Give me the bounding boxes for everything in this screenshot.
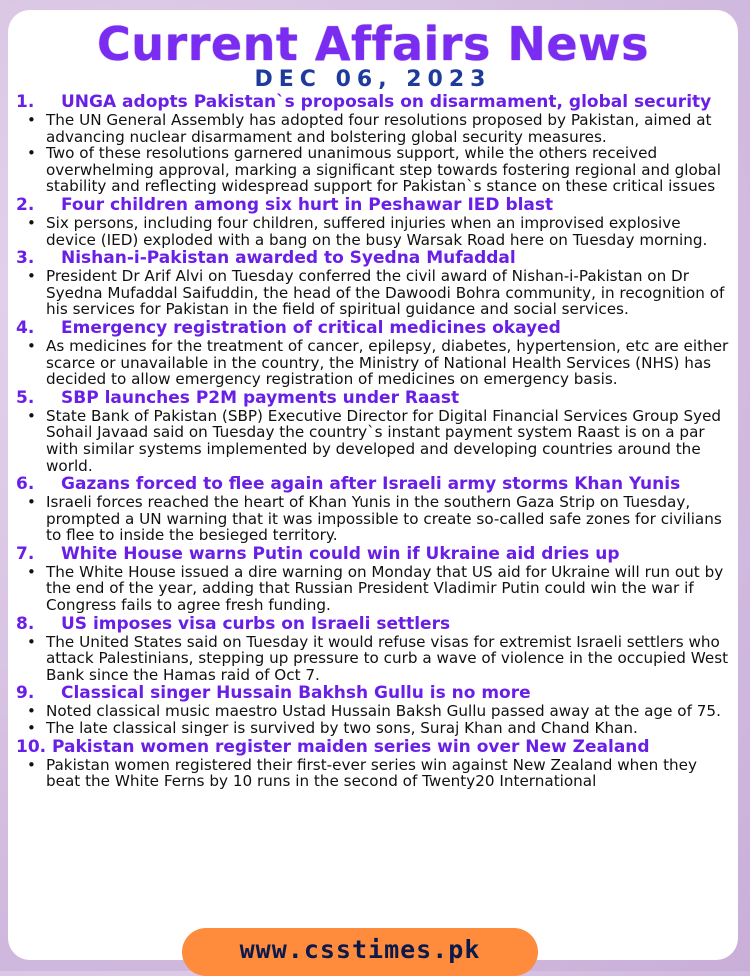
page-title: Current Affairs News xyxy=(97,17,649,71)
news-headline xyxy=(16,614,732,634)
news-point xyxy=(16,720,732,737)
news-number: 9. xyxy=(16,683,35,704)
news-point xyxy=(16,757,732,790)
news-point xyxy=(16,268,732,318)
bullet-icon: • xyxy=(27,213,36,232)
news-point-text: State Bank of Pakistan (SBP) Executive Director for Digital Financial Services Group Syed Sohail Javaad said on Tuesday the country`s instant payment system Raast is on a par with similar systems implemented by developed and developing countries around the world. xyxy=(46,406,722,475)
news-number: 1. xyxy=(16,92,35,112)
news-point-text: Pakistan women registered their first-ever series win against New Zealand when they beat the White Ferns by 10 runs in the second of Twenty20 International xyxy=(46,755,697,791)
news-point xyxy=(16,145,732,195)
news-number: 8. xyxy=(16,613,35,634)
news-headline-text: Classical singer Hussain Bakhsh Gullu is no more xyxy=(61,683,531,704)
website-link[interactable]: www.csstimes.pk xyxy=(182,928,538,976)
news-item xyxy=(16,683,732,736)
news-point xyxy=(16,564,732,614)
news-points xyxy=(16,215,732,248)
news-headline xyxy=(16,683,732,703)
news-point xyxy=(16,112,732,145)
news-points xyxy=(16,757,732,790)
news-point-text: Two of these resolutions garnered unanimous support, while the others received overwhelming approval, marking a significant step towards fostering regional and global stability and reflecting widespread support for Pakistan`s stance on these critical issues xyxy=(46,144,721,196)
news-point-text: The United States said on Tuesday it would refuse visas for extremist Israeli settlers who attack Palestinians, stepping up pressure to curb a wave of violence in the occupied West Bank since the Hamas raid of Oct 7. xyxy=(46,632,729,684)
news-point-text: Noted classical music maestro Ustad Hussain Baksh Gullu passed away at the age of 75. xyxy=(46,702,721,721)
news-headline-text: White House warns Putin could win if Ukraine aid dries up xyxy=(61,543,620,564)
news-headline xyxy=(16,92,732,112)
page-date: DEC 06, 2023 xyxy=(254,67,492,92)
news-number: 2. xyxy=(16,194,35,215)
bullet-icon: • xyxy=(27,493,36,512)
news-points xyxy=(16,564,732,614)
news-list xyxy=(16,92,732,790)
bullet-icon: • xyxy=(27,719,36,738)
news-point xyxy=(16,215,732,248)
news-item xyxy=(16,544,732,614)
news-points xyxy=(16,338,732,388)
news-headline xyxy=(16,474,732,494)
news-item xyxy=(16,195,732,248)
news-number: 7. xyxy=(16,543,35,564)
bullet-icon: • xyxy=(27,144,36,163)
news-points xyxy=(16,703,732,736)
bullet-icon: • xyxy=(27,336,36,355)
news-item xyxy=(16,737,732,790)
news-point xyxy=(16,703,732,720)
news-number: 10. xyxy=(16,736,47,757)
news-point xyxy=(16,494,732,544)
news-headline xyxy=(16,318,732,338)
news-headline xyxy=(16,248,732,268)
news-headline xyxy=(16,544,732,564)
bullet-icon: • xyxy=(27,406,36,425)
news-item xyxy=(16,248,732,318)
news-headline-text: Emergency registration of critical medicines okayed xyxy=(61,317,561,338)
news-number: 3. xyxy=(16,248,35,269)
news-item xyxy=(16,474,732,544)
news-headline-text: SBP launches P2M payments under Raast xyxy=(61,387,460,408)
news-point-text: The White House issued a dire warning on Monday that US aid for Ukraine will run out by the end of the year, adding that Russian President Vladimir Putin could win the war if Congress fails to agree fresh funding. xyxy=(46,562,724,615)
news-point-text: President Dr Arif Alvi on Tuesday conferred the civil award of Nishan-i-Pakistan on Dr Syedna Mufaddal Saifuddin, the head of the Dawoodi Bohra community, in recognition of his services for Pakistan in the field of spiritual guidance and social services. xyxy=(46,267,725,319)
news-card xyxy=(8,10,738,960)
bullet-icon: • xyxy=(27,111,36,129)
news-points xyxy=(16,634,732,684)
news-points xyxy=(16,494,732,544)
news-item xyxy=(16,614,732,684)
news-headline-text: Nishan-i-Pakistan awarded to Syedna Mufaddal xyxy=(61,248,516,269)
news-number: 4. xyxy=(16,317,35,338)
news-headline xyxy=(16,737,732,757)
news-item xyxy=(16,318,732,388)
bullet-icon: • xyxy=(27,755,36,774)
news-headline xyxy=(16,195,732,215)
news-headline-text: Gazans forced to flee again after Israeli army storms Khan Yunis xyxy=(61,474,681,495)
news-point-text: Six persons, including four children, suffered injuries when an improvised explosive device (IED) exploded with a bang on the busy Warsak Road here on Tuesday morning. xyxy=(46,213,708,249)
news-headline xyxy=(16,388,732,408)
news-point xyxy=(16,634,732,684)
news-item xyxy=(16,388,732,474)
news-point xyxy=(16,408,732,474)
news-headline-text: US imposes visa curbs on Israeli settlers xyxy=(61,613,451,634)
news-headline-text: Four children among six hurt in Peshawar IED blast xyxy=(61,194,554,215)
news-point-text: Israeli forces reached the heart of Khan Yunis in the southern Gaza Strip on Tuesday, prompted a UN warning that it was impossible to create so-called safe zones for civilians to flee to inside the besieged territory. xyxy=(46,493,722,545)
bullet-icon: • xyxy=(27,562,36,581)
news-headline-text: Pakistan women register maiden series win over New Zealand xyxy=(52,736,650,757)
bullet-icon: • xyxy=(27,267,36,286)
news-item xyxy=(16,92,732,195)
news-number: 5. xyxy=(16,387,35,408)
news-point-text: The UN General Assembly has adopted four resolutions proposed by Pakistan, aimed at advancing nuclear disarmament and bolstering global security measures. xyxy=(46,111,712,146)
news-number: 6. xyxy=(16,474,35,495)
news-point-text: The late classical singer is survived by two sons, Suraj Khan and Chand Khan. xyxy=(46,719,638,738)
news-headline-text: UNGA adopts Pakistan`s proposals on disarmament, global security xyxy=(61,92,712,112)
news-points xyxy=(16,268,732,318)
news-point-text: As medicines for the treatment of cancer, epilepsy, diabetes, hypertension, etc are either scarce or unavailable in the country, the Ministry of National Health Services (NHS) has decided to allow emergency registration of medicines on emergency basis. xyxy=(46,336,729,389)
news-points xyxy=(16,112,732,195)
bullet-icon: • xyxy=(27,702,36,721)
news-point xyxy=(16,338,732,388)
news-points xyxy=(16,408,732,474)
bullet-icon: • xyxy=(27,632,36,651)
